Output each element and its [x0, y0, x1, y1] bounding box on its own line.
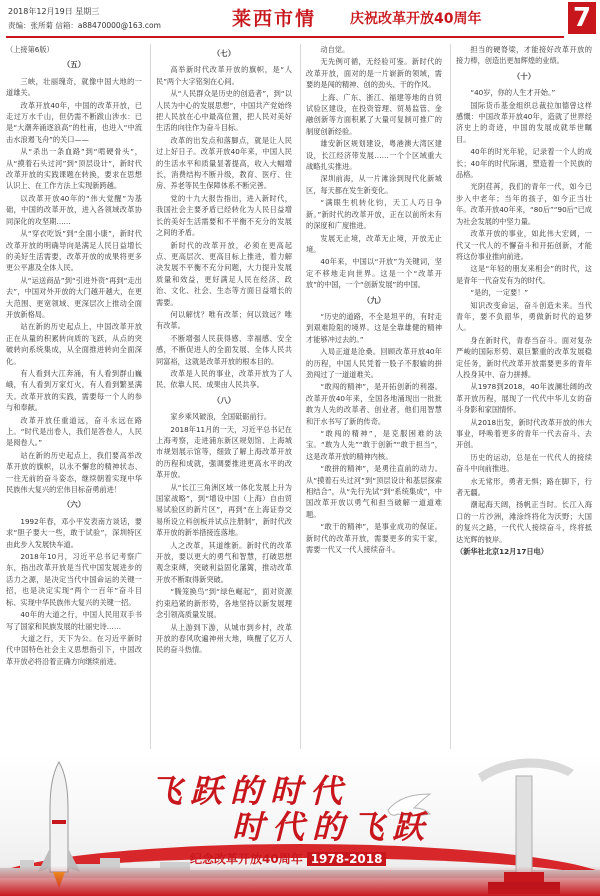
paragraph: “历史的道路，不全是坦平的，有时走到艰难险阻的境界。这是全靠雄健的精神才能够冲过去的。”: [306, 311, 442, 344]
paragraph: 潮起海天阔，扬帆正当时。长江入海口的一片沙洲，滩涂终将化为沃野；大国的复兴之路，一代代人接续奋斗，终将抵达光辉的彼岸。: [456, 500, 592, 544]
paragraph: 雄安新区规划建设，粤港澳大湾区建设，长江经济带发展……一个个区域重大战略扎实推进。: [306, 139, 442, 172]
masthead-title: 莱西市情: [232, 8, 317, 30]
column-4: [456, 44, 592, 749]
paragraph: 从“运送商品”到“引进外资”再到“走出去”，中国对外开放的大门越开越大，在更大范围、更宽领域、更深层次上推动全面开放新格局。: [6, 275, 142, 319]
paragraph: 担当的硬脊梁，才能接好改革开放的接力棒，创造出更加辉煌的业绩。: [456, 45, 592, 66]
column-divider: [150, 44, 151, 749]
paragraph: 从2018出发，新时代改革开放的伟大事业，呼唤着更多的青年一代去奋斗、去开创。: [456, 417, 592, 450]
section-heading-9: （九）: [362, 295, 386, 305]
paragraph: 改革是人民的事业，改革开放为了人民、依靠人民、成果由人民共享。: [156, 368, 292, 390]
paragraph: 动自觉。: [320, 45, 350, 54]
paragraph: 从“长江三角洲区域一体化发展上升为国家战略”，到“增设中国（上海）自由贸易试验区的新片区”，再到“在上海证券交易所设立科创板并试点注册制”，新时代改革开放的新举措接连落地。: [156, 482, 292, 538]
paragraph: 入局正道是沧桑。回顾改革开放40年的历程，中国人民凭着一股子不服输的拼劲闯过了一道道难关。: [306, 347, 442, 379]
section-title: 庆祝改革开放40周年: [350, 11, 482, 27]
column-3: [306, 44, 442, 749]
paragraph: 从“人民群众是历史的创造者”，到“以人民为中心的发展思想”，中国共产党始终把人民放在心中最高位置，把人民对美好生活的向往作为奋斗目标。: [156, 89, 292, 133]
section-heading-5: （五）: [62, 60, 86, 70]
paragraph: 1992年春，邓小平发表南方谈话，要求“胆子要大一些，敢于试验”，深圳特区由此步入发展快车道。: [6, 516, 142, 549]
page-header: [0, 0, 600, 40]
paragraph: 改革的出发点和落脚点，就是让人民过上好日子。改革开放40年来，中国人民的生活水平和质量显著提高，收入大幅增长，消费结构不断升级，教育、医疗、住房、养老等民生保障体系不断完善。: [156, 135, 292, 191]
section-heading-10: （十）: [512, 71, 536, 81]
issue-date: 2018年12月19日 星期三: [8, 7, 100, 16]
paragraph: 大道之行，天下为公。在习近平新时代中国特色社会主义思想指引下，中国改革开放必将沿着正确方向继续前进。: [6, 633, 142, 666]
page-number: 7: [568, 2, 596, 34]
paragraph: 知识改变命运，奋斗创造未来。当代青年，要不负韶华，勇做新时代的追梦人。: [456, 300, 592, 333]
paragraph: 人之改革，其道维新。新时代的改革开放，要以更大的勇气和智慧，打破思想观念束缚，突破利益固化藩篱，推动改革开放不断取得新突破。: [156, 540, 292, 584]
paragraph: 光阴荏苒，我们的青年一代，如今已步入中老年；当年的孩子，如今正当壮年。改革开放40年来，“80后”“90后”已成为社会发展的中坚力量。: [456, 182, 592, 226]
byline-credit: （新华社北京12月17日电）: [456, 547, 548, 557]
paragraph: 2018年11月的一天，习近平总书记在上海考察，走进浦东新区规划馆、上海城市规划展示馆等，细致了解上海改革开放的历程和成就，强调要推进更高水平的改革开放。: [156, 424, 292, 480]
paragraph: 历史的运动，总是在一代代人的接续奋斗中向前推进。: [456, 452, 592, 474]
continued-note: （上接第6版）: [6, 45, 54, 54]
paragraph: “腾笼换鸟”到“绿色崛起”，面对资源约束趋紧的新形势，各地坚持以新发展理念引领高质量发展。: [156, 587, 292, 620]
paragraph: 有人看到大江奔涌，有人看到群山巍峨，有人看到万家灯火，有人看到繁星满天。改革开放的实践，需要每一个人的参与和奉献。: [6, 368, 142, 413]
paragraph: 40年的大道之行，中国人民用双手书写了国家和民族发展的壮丽史诗……: [6, 610, 142, 631]
editor-info: 责编：张所菊 信箱：a88470000@163.com: [8, 21, 161, 30]
paragraph: 不断增强人民获得感、幸福感、安全感，不断促进人的全面发展、全体人民共同富裕，这就是改革开放的根本目的。: [156, 333, 292, 366]
paragraph: 发展无止境，改革无止境，开放无止境。: [306, 233, 442, 254]
article-body: [6, 44, 594, 749]
section-heading-7: （七）: [212, 49, 236, 58]
paragraph: 这是“年轻的朋友来相会”的时代，这是青年一代奋发有为的时代。: [456, 264, 592, 285]
paragraph: 改革开放任重道远，奋斗永远在路上。“时代是出卷人，我们是答卷人，人民是阅卷人。”: [6, 415, 142, 448]
paragraph: 2018年10月，习近平总书记考察广东，指出改革开放是当代中国发展进步的活力之源，是决定当代中国命运的关键一招，也是决定实现“两个一百年”奋斗目标、实现中华民族伟大复兴的关键一招。: [6, 552, 142, 607]
paragraph: “敢干的精神”，是事业成功的保证。新时代的改革开放，需要更多的实干家，需要一代又一代人接续奋斗。: [306, 522, 442, 555]
section-heading-6: （六）: [62, 500, 86, 510]
paragraph: “敢闯的精神”，是开拓创新的利器。改革开放40年来，全国各地涌现出一批批敢为人先的改革者、创业者，他们用智慧和汗水书写了新的传奇。: [306, 382, 442, 426]
paragraph: 深圳前海，从一片滩涂到现代化新城区，每天都在发生新变化。: [306, 174, 442, 195]
paragraph: 党的十九大报告指出，进入新时代，我国社会主要矛盾已经转化为人民日益增长的美好生活需要和不平衡不充分的发展之间的矛盾。: [156, 193, 292, 238]
paragraph: 从上游到下游，从城市到乡村，改革开放的春风吹遍神州大地，唤醒了亿万人民的奋斗热情。: [156, 622, 292, 655]
paragraph: 站在新的历史起点上，我们要高举改革开放的旗帜，以永不懈怠的精神状态、一往无前的奋斗姿态，继续朝着实现中华民族伟大复兴的宏伟目标奋勇前进！: [6, 450, 142, 495]
column-2: [156, 44, 292, 749]
paragraph: “40岁，你的人生才开始。”: [470, 88, 556, 98]
paragraph: “是的，一定要！”: [470, 288, 529, 298]
paragraph: 改革开放的事业，如此伟大宏阔，一代又一代人的不懈奋斗和开拓创新，才能将这份事业推向前进。: [456, 229, 592, 261]
paragraph: “敢闯的精神”，是克服困难的法宝。“敢为人先”“敢于创新”“敢于担当”，这是改革开放的精神内核。: [306, 429, 442, 461]
paragraph: 以改革开放40年的“伟大觉醒”为基础，中国的改革开放，进入各领域改革协同深化的攻坚期……: [6, 193, 142, 226]
paragraph: “敢拼的精神”，是勇往直前的动力。从“摸着石头过河”到“顶层设计和基层探索相结合”，从“先行先试”到“系统集成”，中国改革开放以勇气和担当破解一道道难题。: [306, 464, 442, 519]
paragraph: 水无常形，勇者无惧；路在脚下，行者无疆。: [456, 476, 592, 498]
banner-title-2: 时代的飞跃: [232, 808, 433, 846]
paragraph: 40年来，中国以“开放”为关键词，坚定不移地走向世界。这是一个“改革开放”的中国，一个“创新发展”的中国。: [306, 257, 442, 290]
column-divider: [300, 44, 301, 749]
paragraph: 高举新时代改革开放的旗帜，是“人民”两个大字铭刻在心间。: [156, 65, 292, 86]
column-divider: [450, 44, 451, 749]
paragraph: 从“杀出一条血路”到“啃硬骨头”，从“摸着石头过河”到“顶层设计”，新时代改革开放的实践课题在转换，要求在思想认识上、在工作方法上实现新跨越。: [6, 147, 142, 191]
paragraph: 从“穿衣吃饭”到“全面小康”，新时代改革开放的明确导向是满足人民日益增长的美好生活需要，改革开放的成果将更多更公平惠及全体人民。: [6, 229, 142, 273]
paragraph: 改革开放40年，中国的改革开放，已走过万水千山，但仍需不断跋山涉水：已是“大潮奔涌逐浪高”的杜甫，也进入“中流击水浪遏飞舟”的关口——: [6, 100, 142, 144]
paragraph: “满眼生机转化钧，天工人巧日争新。”新时代的改革开放，正在以前所未有的深度和广度推进。: [306, 198, 442, 231]
paragraph: 何以解忧？唯有改革；何以致远？唯有改革。: [156, 309, 292, 331]
paragraph: 40年的时光年轮，记录着一个人的成长；40年的时代际遇，塑造着一个民族的品格。: [456, 147, 592, 180]
column-1: [6, 44, 142, 749]
paragraph: 国际货币基金组织总裁拉加德曾这样感慨：中国改革开放40年，造就了世界经济史上的奇迹，中国的发展成就举世瞩目。: [456, 100, 592, 144]
header-rule: [6, 36, 564, 38]
paragraph: 家乡乘风破浪，全国砥砺前行。: [170, 412, 272, 422]
paragraph: 上海、广东、浙江、福建等地的自贸试验区建设，在投资管理、贸易监管、金融创新等方面积累了大量可复制可推广的制度创新经验。: [306, 92, 442, 136]
paragraph: 从1978到2018，40年波澜壮阔的改革开放历程，展现了一代代中华儿女的奋斗身影和家国情怀。: [456, 382, 592, 415]
paragraph: 站在新的历史起点上，中国改革开放正在从量的积累转向质的飞跃，从点的突破转向系统集成，从全面推进转向全面深化。: [6, 322, 142, 366]
paragraph: 身在新时代，青春当奋斗。面对复杂严峻的国际形势、艰巨繁重的改革发展稳定任务，新时代改革开放需要更多的青年人投身其中、奋力拼搏。: [456, 335, 592, 379]
paragraph: 新时代的改革开放，必须在更高起点、更高层次、更高目标上推进，着力解决发展不平衡不充分问题，大力提升发展质量和效益，更好满足人民在经济、政治、文化、社会、生态等方面日益增长的需要。: [156, 240, 292, 307]
paragraph: 三峡，壮丽瑰奇，就像中国大地的一道雄关。: [6, 76, 142, 98]
banner-title-1: 飞跃的时代: [150, 772, 351, 810]
banner-subtitle-text: 纪念改革开放40周年: [190, 852, 303, 866]
red-bottom-stripe: [0, 866, 600, 896]
banner-years: 1978-2018: [307, 852, 387, 866]
anniversary-banner: [0, 752, 600, 896]
paragraph: 无先例可循，无经验可鉴。新时代的改革开放，面对的是一片崭新的领域，需要的是闯的精神、创的劲头、干的作风。: [306, 57, 442, 90]
section-heading-8: （八）: [212, 395, 236, 405]
banner-subtitle: [190, 850, 386, 867]
